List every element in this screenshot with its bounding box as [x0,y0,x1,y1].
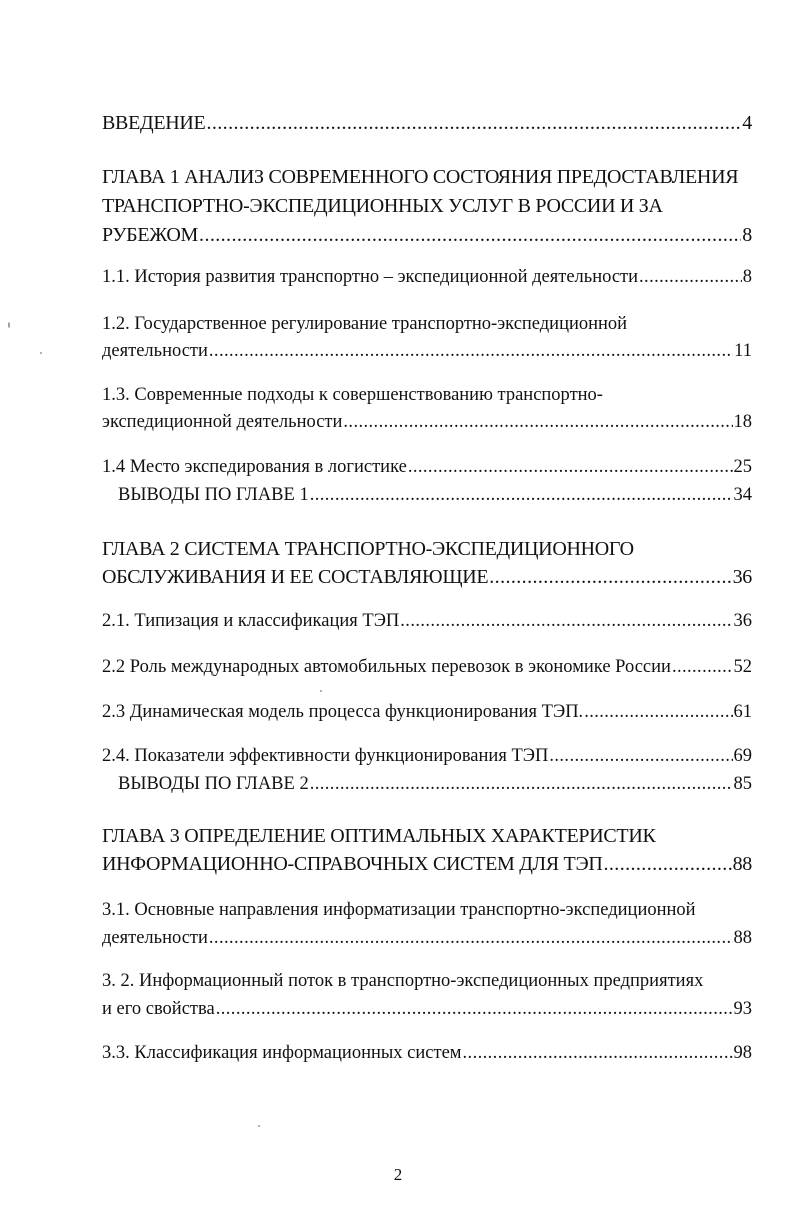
toc-entry-title: ВЫВОДЫ ПО ГЛАВЕ 1 [118,485,309,505]
dot-leader [199,222,741,248]
dot-leader [549,743,732,769]
toc-entry-page: 8 [742,267,752,287]
dot-leader [604,851,732,877]
toc-entry-chapter3[interactable] [102,851,752,877]
toc-entry-conclusions-2[interactable] [118,771,752,797]
toc-entry-page: 36 [733,611,752,631]
dot-leader [216,996,733,1022]
toc-entry-title: 1.2. Государственное регулирование транспортно-экспедиционной [102,314,628,334]
toc-entry-2-1[interactable] [102,608,752,634]
dot-leader [343,409,732,435]
toc-entry-page: 11 [734,341,752,361]
toc-entry-title: ТРАНСПОРТНО-ЭКСПЕДИЦИОННЫХ УСЛУГ В РОССИИ И ЗА [102,195,663,217]
page-number: 2 [393,1165,403,1184]
toc-entry-title: ИНФОРМАЦИОННО-СПРАВОЧНЫХ СИСТЕМ ДЛЯ ТЭП [102,853,603,875]
toc-entry-title: 1.4 Место экспедирования в логистике [102,457,407,477]
toc-entry-2-4[interactable] [102,743,752,769]
toc-entry-title: 3.1. Основные направления информатизации транспортно-экспедиционной [102,900,696,920]
toc-entry-title: ВВЕДЕНИЕ [102,112,206,134]
toc-entry-title: 2.1. Типизация и классификация ТЭП [102,611,400,631]
toc-entry-3-3[interactable] [102,1040,752,1066]
toc-entry-1-4[interactable] [102,454,752,480]
toc-entry-chapter1[interactable] [102,222,752,248]
toc-entry-3-1[interactable] [102,925,752,951]
toc-entry-page: 98 [733,1043,752,1063]
scan-speck [8,322,10,328]
toc-entry-1-1[interactable] [102,264,752,290]
toc-entry-title: и его свойства [102,999,215,1019]
dot-leader [408,454,733,480]
toc-entry-title: ВЫВОДЫ ПО ГЛАВЕ 2 [118,774,309,794]
toc-entry-chapter2[interactable] [102,564,752,590]
toc-entry-page: 88 [733,928,752,948]
toc-entry-1-3-line1 [102,382,752,408]
dot-leader [209,925,733,951]
dot-leader [206,110,741,136]
toc-entry-2-3[interactable] [102,699,752,725]
toc-entry-page: 25 [733,457,752,477]
toc-entry-page: 85 [733,774,752,794]
toc-entry-page: 34 [733,485,752,505]
toc-entry-title: экспедиционной деятельности [102,412,343,432]
toc-entry-title: деятельности [102,928,208,948]
toc-entry-1-2-line1 [102,311,752,337]
toc-entry-3-2-line1 [102,968,752,994]
toc-entry-conclusions-1[interactable] [118,482,752,508]
toc-chapter1-line2 [102,193,752,219]
toc-entry-title: ГЛАВА 3 ОПРЕДЕЛЕНИЕ ОПТИМАЛЬНЫХ ХАРАКТЕРИСТИК [102,825,656,847]
toc-entry-title: 3.3. Классификация информационных систем [102,1043,462,1063]
scan-speck [320,690,322,692]
toc-entry-page: 52 [733,657,752,677]
dot-leader [400,608,732,634]
toc-entry-title: РУБЕЖОМ [102,224,199,246]
toc-entry-title: деятельности [102,341,208,361]
toc-entry-page: 88 [732,853,752,875]
toc-chapter1-line1 [102,164,752,190]
toc-entry-page: 36 [732,566,752,588]
scan-speck [40,352,42,354]
toc-entry-title: 2.4. Показатели эффективности функционирования ТЭП [102,746,549,766]
toc-entry-title: ГЛАВА 1 АНАЛИЗ СОВРЕМЕННОГО СОСТОЯНИЯ ПРЕДОСТАВЛЕНИЯ [102,166,739,188]
toc-entry-1-3[interactable] [102,409,752,435]
toc-entry-2-2[interactable] [102,654,752,680]
toc-chapter2-line1 [102,536,752,562]
toc-entry-title: 1.1. История развития транспортно – экспедиционной деятельности [102,267,639,287]
dot-leader [310,482,733,508]
toc-entry-title: 3. 2. Информационный поток в транспортно-экспедиционных предприятиях [102,971,704,991]
toc-chapter3-line1 [102,823,752,849]
toc-entry-page: 4 [742,112,752,134]
dot-leader [584,699,732,725]
toc-entry-3-2[interactable] [102,996,752,1022]
toc-entry-title: ГЛАВА 2 СИСТЕМА ТРАНСПОРТНО-ЭКСПЕДИЦИОННОГО [102,538,634,560]
toc-entry-3-1-line1 [102,897,752,923]
toc-entry-page: 18 [733,412,752,432]
toc-entry-title: 1.3. Современные подходы к совершенствованию транспортно- [102,385,603,405]
dot-leader [463,1040,733,1066]
dot-leader [310,771,733,797]
toc-entry-1-2[interactable] [102,338,752,364]
toc-entry-title: 2.2 Роль международных автомобильных перевозок в экономике России [102,657,671,677]
dot-leader [639,264,742,290]
toc-entry-title: 2.3 Динамическая модель процесса функционирования ТЭП. [102,702,584,722]
toc-entry-intro[interactable] [102,110,752,136]
toc-entry-page: 69 [733,746,752,766]
toc-entry-page: 93 [733,999,752,1019]
scan-speck [258,1125,260,1127]
dot-leader [209,338,733,364]
toc-entry-title: ОБСЛУЖИВАНИЯ И ЕЕ СОСТАВЛЯЮЩИЕ [102,566,489,588]
toc-entry-page: 61 [733,702,752,722]
toc-entry-page: 8 [742,224,752,246]
dot-leader [672,654,733,680]
dot-leader [489,564,731,590]
